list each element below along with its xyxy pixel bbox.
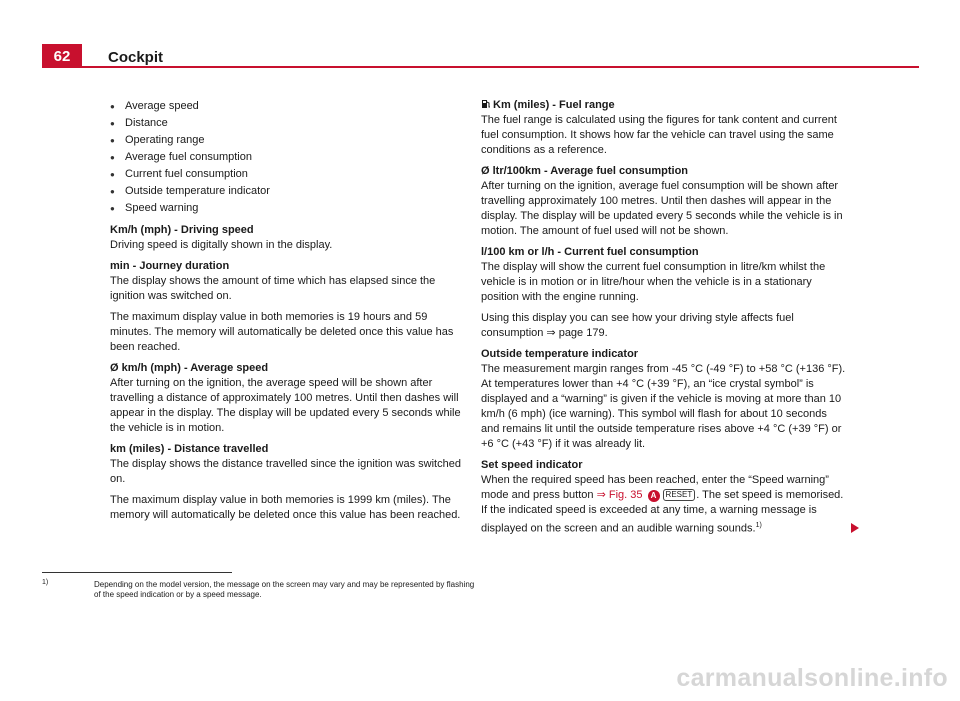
header-rule (42, 66, 919, 68)
fuel-range-heading-row (481, 98, 848, 113)
footnote-ref: 1) (755, 522, 762, 529)
section-title: Cockpit (108, 49, 164, 66)
page-number: 62 (42, 44, 82, 68)
speed-indicator-text (481, 473, 848, 537)
fuel-range-text: The fuel range is calculated using the figures for tank content and current fuel consumption. It shows how far the vehicle can travel using the same conditions as a reference. (481, 114, 837, 156)
footnote-rule (42, 572, 232, 573)
current-consumption-text: The display will show the current fuel consumption in litre/km whilst the vehicle is in motion or in litre/hour when the vehicle is in a stationary position with the engine running. (481, 261, 826, 303)
footnote-mark: 1) (42, 579, 49, 586)
watermark: carmanualsonline.info (676, 664, 948, 692)
outside-temp-text: The measurement margin ranges from -45 °C (-49 °F) to +58 °C (+136 °F). At temperatures lower than +4 °C (+39 °F), an “ice crystal symbol” is displayed and a “warning” is given if the vehicle is moving at more than 10 km/h (6 mph) (ice warning). This symbol will flash for about 10 seconds and remains lit until the outside temperature rises above +4 °C (+39 °F) or +6 °C (+43 °F) if it was already lit. (481, 363, 846, 450)
distance-text: The display shows the distance travelled since the ignition was switched on. (110, 458, 461, 485)
current-consumption-heading: l/100 km or l/h - Current fuel consumption (481, 246, 699, 258)
right-column (481, 98, 848, 537)
list-item: ● Average speed (110, 98, 468, 115)
distance-note: The maximum display value in both memories is 1999 km (miles). The memory will automatically be deleted once this value has been reached. (110, 494, 461, 521)
journey-duration-note: The maximum display value in both memories is 19 hours and 59 minutes. The memory will automatically be deleted once this value has been reached. (110, 311, 454, 353)
footnote (42, 580, 482, 600)
button-a-icon: A (648, 490, 660, 502)
avg-consumption-text: After turning on the ignition, average fuel consumption will be shown after travelling approximately 100 metres. Until then dashes will appear in the display. The display will be updated every 5 seconds while the vehicle is in motion. The amount of fuel used will not be shown. (481, 180, 843, 237)
driving-speed-heading: Km/h (mph) - Driving speed (110, 224, 254, 236)
journey-duration-heading: min - Journey duration (110, 260, 230, 272)
speed-indicator-text-end: . The set speed is memorised. If the indicated speed is exceeded at any time, a warning message is displayed on the screen and an audible warning sounds. (481, 489, 844, 535)
list-item: ● Average fuel consumption (110, 149, 468, 166)
average-speed-heading: Ø km/h (mph) - Average speed (110, 362, 269, 374)
average-speed-text: After turning on the ignition, the average speed will be shown after travelling a distance of approximately 100 metres. Until then dashes will appear in the display. The display will be updated every 5 seconds while the vehicle is in motion. (110, 377, 461, 434)
driving-speed-text: Driving speed is digitally shown in the display. (110, 239, 333, 251)
speed-indicator-text-start: When the required speed has been reached, enter the “Speed warning” mode and press button (481, 474, 829, 501)
avg-consumption-heading: Ø ltr/100km - Average fuel consumption (481, 165, 689, 177)
left-column (110, 98, 468, 529)
reset-button-icon: RESET (663, 489, 696, 501)
distance-heading: km (miles) - Distance travelled (110, 443, 269, 455)
feature-list (110, 98, 468, 217)
list-item: ● Outside temperature indicator (110, 183, 468, 200)
outside-temp-heading: Outside temperature indicator (481, 348, 639, 360)
journey-duration-text: The display shows the amount of time which has elapsed since the ignition was switched on. (110, 275, 436, 302)
list-item: ● Operating range (110, 132, 468, 149)
list-item: ● Speed warning (110, 200, 468, 217)
speed-indicator-heading: Set speed indicator (481, 459, 583, 471)
figure-link[interactable]: ⇒ Fig. 35 (596, 489, 643, 501)
fuel-range-heading: Km (miles) - Fuel range (493, 99, 615, 111)
current-consumption-note: Using this display you can see how your driving style affects fuel consumption ⇒ page 179. (481, 312, 794, 339)
list-item: ● Distance (110, 115, 468, 132)
continue-arrow-icon (851, 523, 859, 533)
fuel-pump-icon (481, 99, 491, 109)
list-item: ● Current fuel consumption (110, 166, 468, 183)
footnote-text: Depending on the model version, the message on the screen may vary and may be represented by flashing of the speed indication or by a speed message. (94, 580, 475, 599)
